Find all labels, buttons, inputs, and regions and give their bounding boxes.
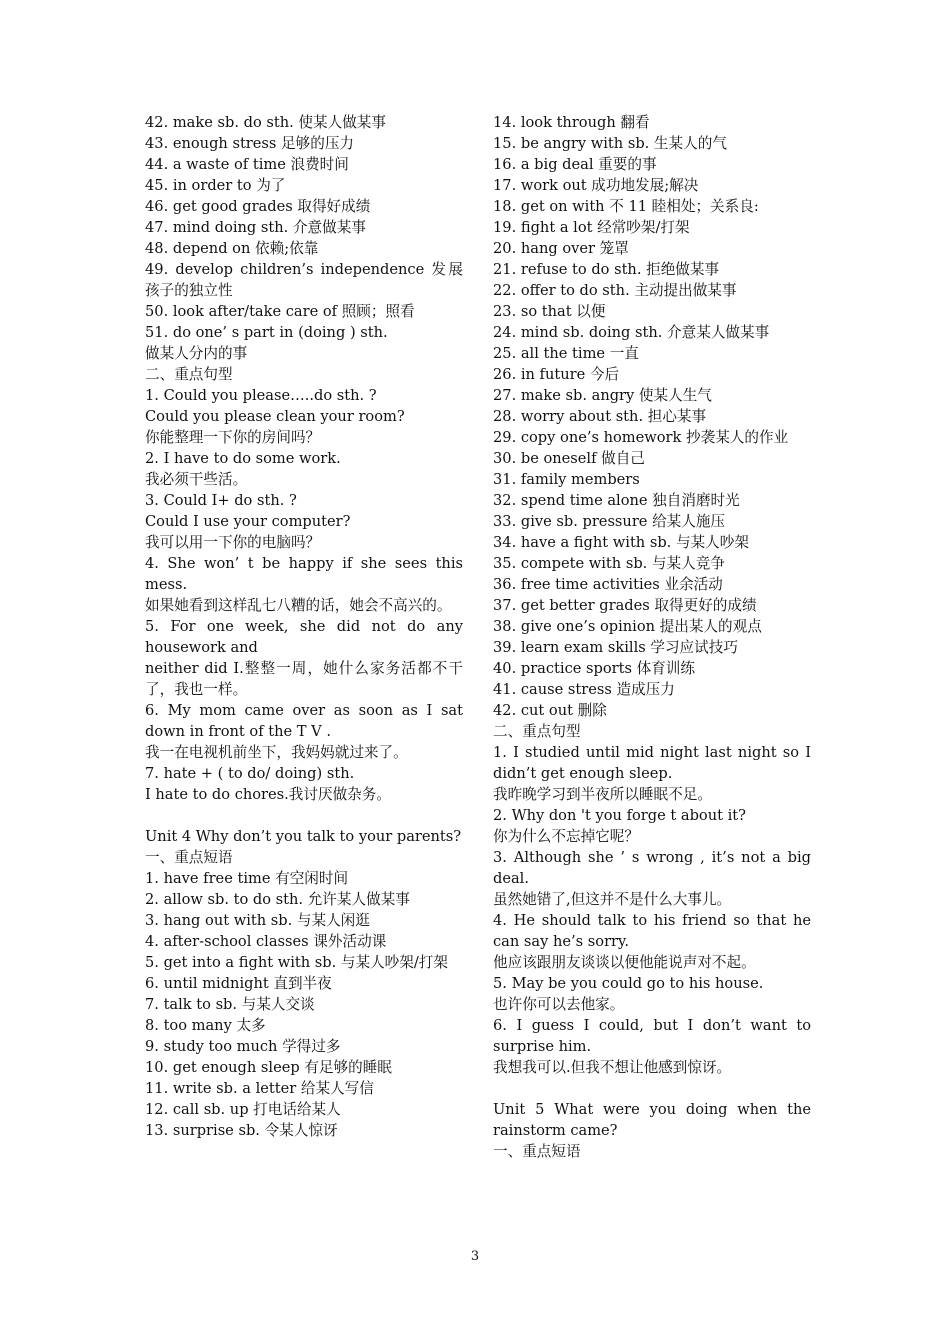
- page-number: 3: [470, 1249, 480, 1264]
- text-line: 1. Could you please…..do sth. ?: [145, 387, 377, 404]
- text-line: 2. Why don 't you forge t about it?: [493, 807, 746, 824]
- text-line: 42. make sb. do sth. 使某人做某事: [145, 114, 386, 131]
- text-line: 39. learn exam skills 学习应试技巧: [493, 639, 738, 656]
- text-line: 2. I have to do some work.: [145, 450, 341, 467]
- text-line: 8. too many 太多: [145, 1017, 266, 1034]
- text-line: 1. I studied until mid night last night so I didn’t get enough sleep.: [493, 744, 811, 782]
- text-line: 一、重点短语: [145, 849, 233, 866]
- text-line: 如果她看到这样乱七八糟的话，她会不高兴的。: [145, 597, 452, 614]
- text-line: 你为什么不忘掉它呢？: [493, 828, 639, 845]
- text-line: 22. offer to do sth. 主动提出做某事: [493, 282, 737, 299]
- text-line: 6. My mom came over as soon as I sat down in front of the T V .: [145, 702, 463, 740]
- text-line: 42. cut out 删除: [493, 702, 607, 719]
- text-line: 32. spend time alone 独自消磨时光: [493, 492, 740, 509]
- text-line: 二、重点句型: [145, 366, 233, 383]
- text-line: 12. call sb. up 打电话给某人: [145, 1101, 341, 1118]
- text-line: 51. do one’ s part in (doing ) sth.: [145, 324, 388, 341]
- text-line: 4. after-school classes 课外活动课: [145, 933, 387, 950]
- text-line: 31. family members: [493, 471, 640, 488]
- text-line: 5. get into a fight with sb. 与某人吵架/打架: [145, 954, 448, 971]
- text-line: 33. give sb. pressure 给某人施压: [493, 513, 726, 530]
- text-line: 2. allow sb. to do sth. 允许某人做某事: [145, 891, 410, 908]
- text-line: 21. refuse to do sth. 拒绝做某事: [493, 261, 720, 278]
- text-line: 16. a big deal 重要的事: [493, 156, 657, 173]
- text-line: 15. be angry with sb. 生某人的气: [493, 135, 727, 152]
- text-line: 14. look through 翻看: [493, 114, 650, 131]
- text-line: 37. get better grades 取得更好的成绩: [493, 597, 757, 614]
- text-line: 6. until midnight 直到半夜: [145, 975, 332, 992]
- text-line: 7. talk to sb. 与某人交谈: [145, 996, 315, 1013]
- text-line: 43. enough stress 足够的压力: [145, 135, 355, 152]
- text-line: 47. mind doing sth. 介意做某事: [145, 219, 366, 236]
- right-column: [493, 112, 811, 1162]
- blank-line: [145, 805, 463, 826]
- text-line: 5. May be you could go to his house.: [493, 975, 764, 992]
- text-line: 18. get on with 不 11 睦相处；关系良:: [493, 198, 759, 215]
- text-line: 45. in order to 为了: [145, 177, 286, 194]
- text-line: 做某人分内的事: [145, 345, 248, 362]
- text-line: 我必须干些活。: [145, 471, 248, 488]
- text-line: 3. Could I+ do sth. ?: [145, 492, 297, 509]
- text-line: 你能整理一下你的房间吗？: [145, 429, 321, 446]
- blank-line: [493, 1078, 811, 1099]
- text-line: 40. practice sports 体育训练: [493, 660, 695, 677]
- text-line: 7. hate + ( to do/ doing) sth.: [145, 765, 355, 782]
- text-line: 44. a waste of time 浪费时间: [145, 156, 349, 173]
- text-line: 10. get enough sleep 有足够的睡眠: [145, 1059, 392, 1076]
- text-line: 27. make sb. angry 使某人生气: [493, 387, 712, 404]
- text-line: 1. have free time 有空闲时间: [145, 870, 349, 887]
- text-line: 二、重点句型: [493, 723, 581, 740]
- left-column: [145, 112, 463, 1141]
- text-line: 26. in future 今后: [493, 366, 620, 383]
- text-line: 25. all the time 一直: [493, 345, 639, 362]
- text-line: 29. copy one’s homework 抄袭某人的作业: [493, 429, 789, 446]
- text-line: neither did I.整整一周，她什么家务活都不干了，我也一样。: [145, 660, 463, 698]
- text-line: Unit 5 What were you doing when the rainstorm came?: [493, 1101, 811, 1139]
- text-line: 49. develop children’s independence 发展孩子的独立性: [145, 261, 463, 299]
- text-line: 4. She won’ t be happy if she sees this mess.: [145, 555, 463, 593]
- text-line: 11. write sb. a letter 给某人写信: [145, 1080, 374, 1097]
- text-line: I hate to do chores.我讨厌做杂务。: [145, 786, 391, 803]
- text-line: 35. compete with sb. 与某人竞争: [493, 555, 725, 572]
- text-line: 19. fight a lot 经常吵架/打架: [493, 219, 690, 236]
- text-line: 24. mind sb. doing sth. 介意某人做某事: [493, 324, 770, 341]
- text-line: 一、重点短语: [493, 1143, 581, 1160]
- text-line: 36. free time activities 业余活动: [493, 576, 723, 593]
- text-line: 我昨晚学习到半夜所以睡眠不足。: [493, 786, 712, 803]
- text-line: 20. hang over 笼罩: [493, 240, 629, 257]
- text-line: 50. look after/take care of 照顾；照看: [145, 303, 415, 320]
- text-line: 我想我可以.但我不想让他感到惊讶。: [493, 1059, 732, 1076]
- text-line: 5. For one week, she did not do any housework and: [145, 618, 463, 656]
- text-line: 30. be oneself 做自己: [493, 450, 645, 467]
- text-line: 4. He should talk to his friend so that he can say he’s sorry.: [493, 912, 811, 950]
- text-line: 38. give one’s opinion 提出某人的观点: [493, 618, 762, 635]
- text-line: Unit 4 Why don’t you talk to your parents?: [145, 828, 462, 845]
- text-line: 也许你可以去他家。: [493, 996, 625, 1013]
- text-line: 我一在电视机前坐下，我妈妈就过来了。: [145, 744, 408, 761]
- text-line: 6. I guess I could, but I don’t want to surprise him.: [493, 1017, 811, 1055]
- text-line: 17. work out 成功地发展;解决: [493, 177, 699, 194]
- text-line: 48. depend on 依赖;依靠: [145, 240, 319, 257]
- text-line: 23. so that 以便: [493, 303, 606, 320]
- text-line: 3. hang out with sb. 与某人闲逛: [145, 912, 370, 929]
- text-line: 34. have a fight with sb. 与某人吵架: [493, 534, 749, 551]
- text-line: 9. study too much 学得过多: [145, 1038, 341, 1055]
- text-line: 3. Although she ’ s wrong , it’s not a big deal.: [493, 849, 811, 887]
- text-line: Could you please clean your room?: [145, 408, 405, 425]
- text-line: 我可以用一下你的电脑吗？: [145, 534, 321, 551]
- text-line: 他应该跟朋友谈谈以便他能说声对不起。: [493, 954, 756, 971]
- text-line: 13. surprise sb. 令某人惊讶: [145, 1122, 338, 1139]
- text-line: 46. get good grades 取得好成绩: [145, 198, 371, 215]
- text-line: 41. cause stress 造成压力: [493, 681, 675, 698]
- text-line: 28. worry about sth. 担心某事: [493, 408, 707, 425]
- text-line: 虽然她错了,但这并不是什么大事儿。: [493, 891, 732, 908]
- text-line: Could I use your computer?: [145, 513, 351, 530]
